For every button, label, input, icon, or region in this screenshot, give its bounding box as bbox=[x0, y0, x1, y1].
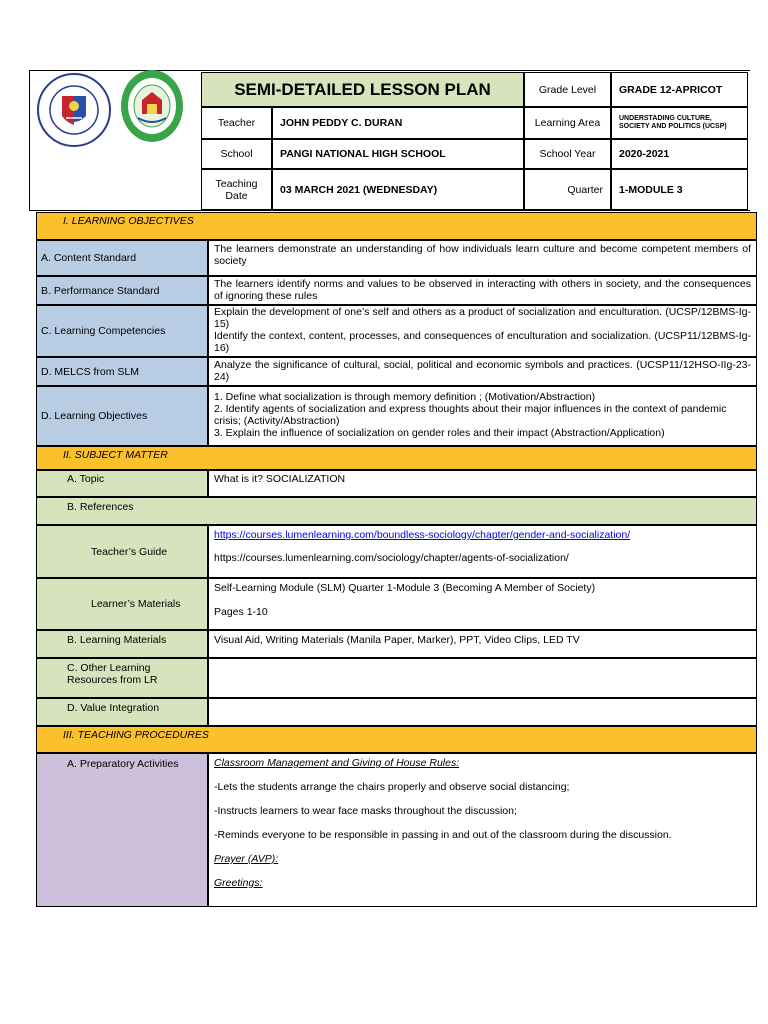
performance-standard-text: The learners identify norms and values to be observed in interacting with others in society, and the consequences of ignoring these rules bbox=[208, 276, 757, 305]
school-year-value: 2020-2021 bbox=[611, 139, 748, 169]
objective-3: 3. Explain the influence of socialization on gender roles and their impact (Abstraction/Application) bbox=[214, 427, 665, 439]
deped-seal bbox=[36, 72, 112, 148]
competency-2: Identify the context, content, processes, and consequences of enculturation and socialization. (UCSP11/12BMS-Ig-16) bbox=[214, 330, 751, 354]
objective-2: 2. Identify agents of socialization and express thoughts about their major influences in the context of pandemic crisis; (Activity/Abstraction) bbox=[214, 403, 727, 427]
melcs-label: D. MELCS from SLM bbox=[36, 357, 208, 386]
learning-objectives-text bbox=[208, 386, 757, 446]
learners-materials-1: Self-Learning Module (SLM) Quarter 1-Module 3 (Becoming A Member of Society) bbox=[214, 582, 596, 594]
grade-level-value: GRADE 12-APRICOT bbox=[611, 72, 748, 107]
content-standard-text: The learners demonstrate an understanding of how individuals learn culture and become competent members of society bbox=[208, 240, 757, 276]
competency-1: Explain the development of one’s self and others as a product of socialization and enculturation. (UCSP/12BMS-Ig-15) bbox=[214, 306, 751, 330]
learning-competencies-text bbox=[208, 305, 757, 357]
school-seal-icon bbox=[120, 68, 184, 144]
learning-area-value: UNDERSTADING CULTURE, SOCIETY AND POLITICS (UCSP) bbox=[611, 107, 748, 139]
content-standard-label: A. Content Standard bbox=[36, 240, 208, 276]
learning-materials-label: B. Learning Materials bbox=[36, 630, 208, 658]
teachers-guide-label: Teacher’s Guide bbox=[36, 525, 208, 578]
greetings-label: Greetings: bbox=[214, 877, 263, 889]
learning-area-label: Learning Area bbox=[524, 107, 611, 139]
other-resources-text bbox=[208, 658, 757, 698]
quarter-value: 1-MODULE 3 bbox=[611, 169, 748, 210]
procedure-line-1: -Lets the students arrange the chairs properly and observe social distancing; bbox=[214, 781, 570, 793]
learners-materials-text bbox=[208, 578, 757, 630]
teachers-guide-text bbox=[208, 525, 757, 578]
references-label: B. References bbox=[36, 497, 757, 525]
teacher-label: Teacher bbox=[201, 107, 272, 139]
school-value: PANGI NATIONAL HIGH SCHOOL bbox=[272, 139, 524, 169]
grade-level-label: Grade Level bbox=[524, 72, 611, 107]
teachers-guide-url2: https://courses.lumenlearning.com/sociology/chapter/agents-of-socialization/ bbox=[214, 552, 569, 564]
preparatory-activities-label: A. Preparatory Activities bbox=[36, 753, 208, 907]
performance-standard-label: B. Performance Standard bbox=[36, 276, 208, 305]
teacher-value: JOHN PEDDY C. DURAN bbox=[272, 107, 524, 139]
learning-objectives-label: D. Learning Objectives bbox=[36, 386, 208, 446]
preparatory-activities-text bbox=[208, 753, 757, 907]
topic-text: What is it? SOCIALIZATION bbox=[208, 470, 757, 497]
subject-matter-heading: II. SUBJECT MATTER bbox=[36, 446, 757, 470]
quarter-label: Quarter bbox=[524, 169, 611, 210]
other-resources-label: C. Other Learning Resources from LR bbox=[36, 658, 208, 698]
school-seal bbox=[120, 68, 184, 144]
prayer-label: Prayer (AVP): bbox=[214, 853, 279, 865]
learning-materials-text: Visual Aid, Writing Materials (Manila Paper, Marker), PPT, Video Clips, LED TV bbox=[208, 630, 757, 658]
classroom-management: Classroom Management and Giving of House Rules: bbox=[214, 757, 460, 769]
value-integration-text bbox=[208, 698, 757, 726]
learners-materials-2: Pages 1-10 bbox=[214, 606, 268, 618]
teaching-procedures-heading: III. TEACHING PROCEDURES bbox=[36, 726, 757, 753]
learners-materials-label: Learner’s Materials bbox=[36, 578, 208, 630]
procedure-line-2: -Instructs learners to wear face masks throughout the discussion; bbox=[214, 805, 517, 817]
teaching-date-label: Teaching Date bbox=[201, 169, 272, 210]
melcs-text: Analyze the significance of cultural, social, political and economic symbols and practices. (UCSP11/12HSO-IIg-23-24) bbox=[208, 357, 757, 386]
school-label: School bbox=[201, 139, 272, 169]
school-year-label: School Year bbox=[524, 139, 611, 169]
teachers-guide-link[interactable]: https://courses.lumenlearning.com/boundless-sociology/chapter/gender-and-socialization/ bbox=[214, 529, 631, 541]
lesson-plan-title: SEMI-DETAILED LESSON PLAN bbox=[201, 72, 524, 107]
deped-seal-icon bbox=[36, 72, 112, 148]
value-integration-label: D. Value Integration bbox=[36, 698, 208, 726]
procedure-line-3: -Reminds everyone to be responsible in passing in and out of the classroom during the discussion. bbox=[214, 829, 672, 841]
teaching-date-value: 03 MARCH 2021 (WEDNESDAY) bbox=[272, 169, 524, 210]
objective-1: 1. Define what socialization is through memory definition ; (Motivation/Abstraction) bbox=[214, 391, 596, 403]
topic-label: A. Topic bbox=[36, 470, 208, 497]
learning-competencies-label: C. Learning Competencies bbox=[36, 305, 208, 357]
learning-objectives-heading: I. LEARNING OBJECTIVES bbox=[36, 212, 757, 240]
